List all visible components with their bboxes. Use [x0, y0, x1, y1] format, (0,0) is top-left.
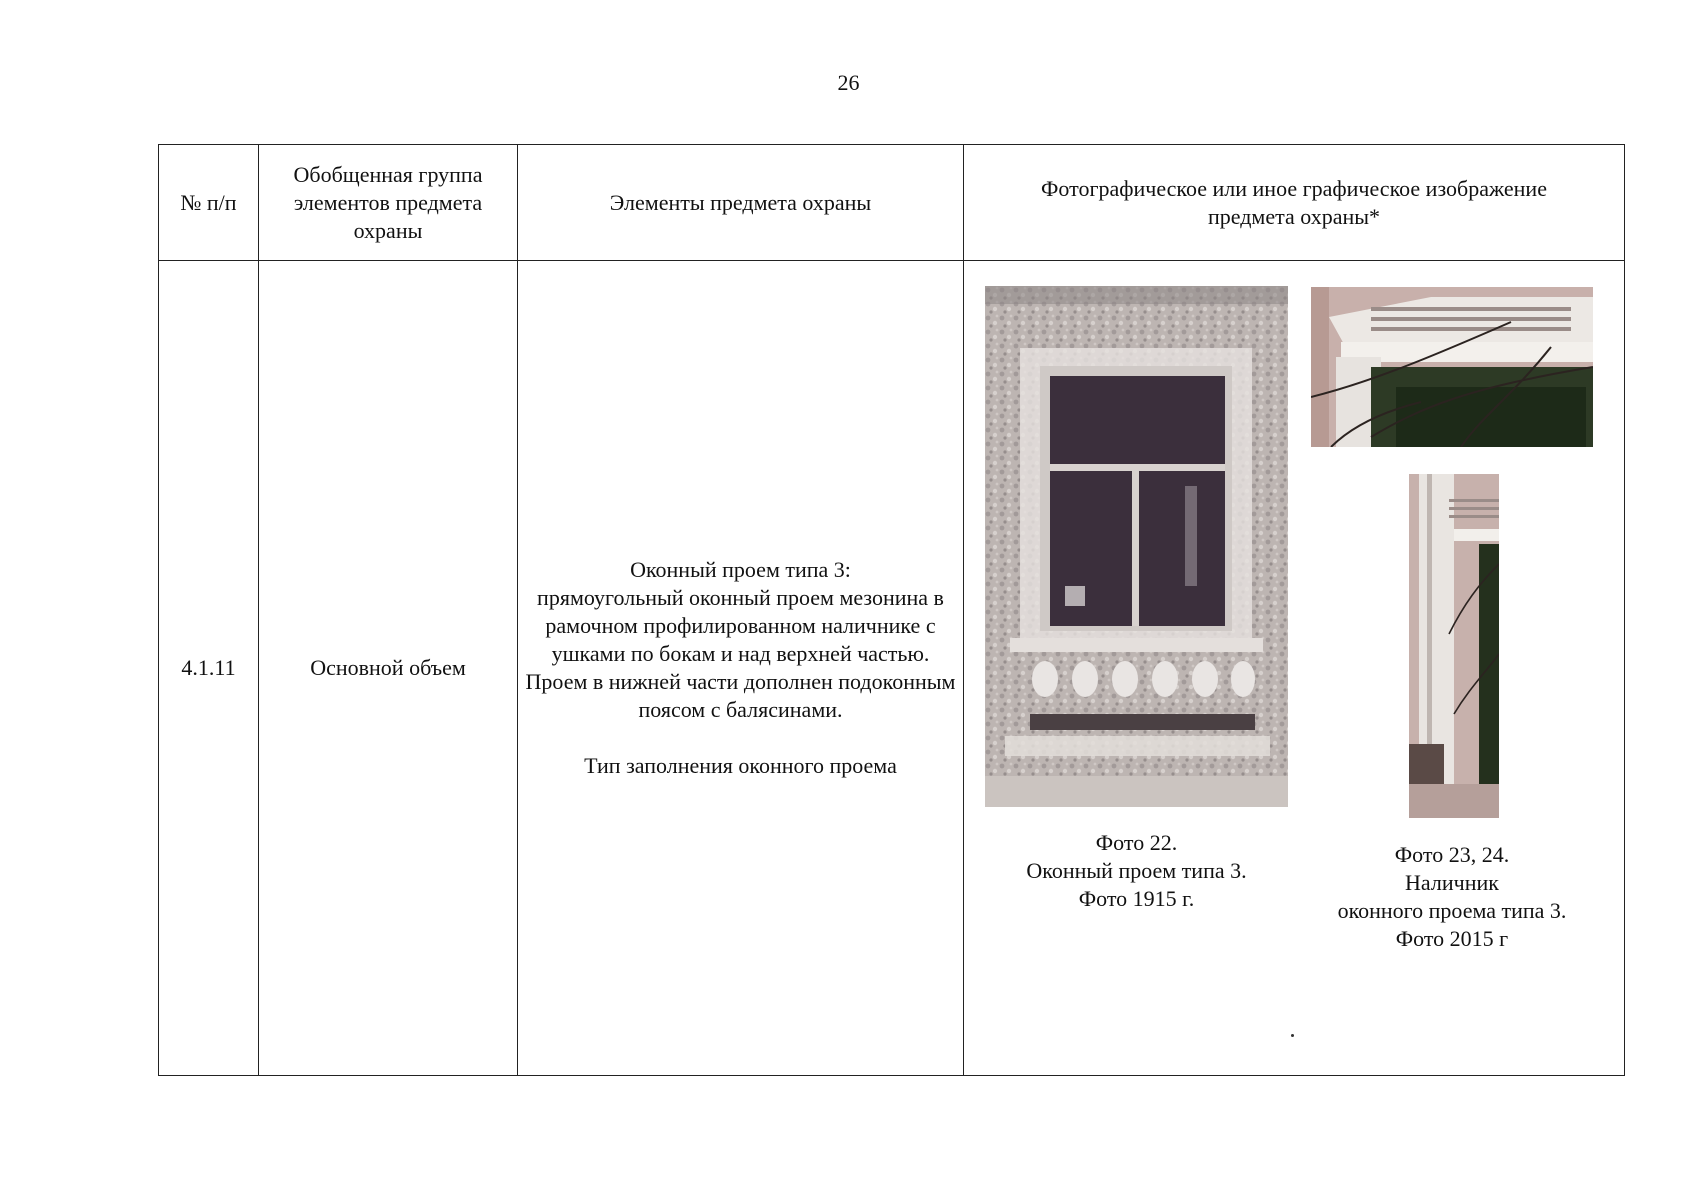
protection-table	[158, 144, 1625, 1076]
row-number: 4.1.11	[159, 261, 259, 1076]
photo-22-window-1915	[985, 286, 1288, 807]
header-group: Обобщенная группа элементов предмета охраны	[259, 145, 518, 261]
photo-22-caption	[985, 829, 1288, 913]
page-number: 26	[837, 70, 860, 95]
window-photo-image	[985, 286, 1288, 807]
table-row	[159, 261, 1625, 1076]
description-line: Тип заполнения оконного проема	[584, 753, 897, 778]
description-line: Оконный проем типа 3:	[630, 557, 851, 582]
caption-line: оконного проема типа 3.	[1337, 898, 1567, 923]
photo-23-24-caption	[1304, 841, 1600, 953]
caption-line: Фото 22.	[1095, 830, 1178, 855]
description-line: Проем в нижней части дополнен подоконным поясом с балясинами.	[525, 669, 956, 722]
stray-dot	[1291, 1034, 1294, 1037]
row-group: Основной объем	[259, 261, 518, 1076]
caption-line: Фото 23, 24.	[1394, 842, 1510, 867]
caption-line: Фото 1915 г.	[1078, 886, 1195, 911]
row-description	[518, 261, 964, 1076]
description-line: прямоугольный оконный проем мезонина в рамочном профилированном наличнике с ушками по бокам и над верхней частью.	[537, 585, 944, 666]
caption-line: Наличник	[1405, 870, 1499, 895]
surround-side-image	[1409, 474, 1499, 818]
photo-24-surround-side	[1409, 474, 1499, 818]
caption-line: Фото 2015 г	[1395, 926, 1509, 951]
header-elements: Элементы предмета охраны	[518, 145, 964, 261]
caption-line: Оконный проем типа 3.	[1026, 858, 1247, 883]
row-photos	[964, 261, 1625, 1076]
surround-top-image	[1311, 287, 1593, 447]
table-header-row	[159, 145, 1625, 261]
header-number: № п/п	[159, 145, 259, 261]
photo-23-surround-top	[1311, 287, 1593, 447]
header-image: Фотографическое или иное графическое изображение предмета охраны*	[964, 145, 1625, 261]
